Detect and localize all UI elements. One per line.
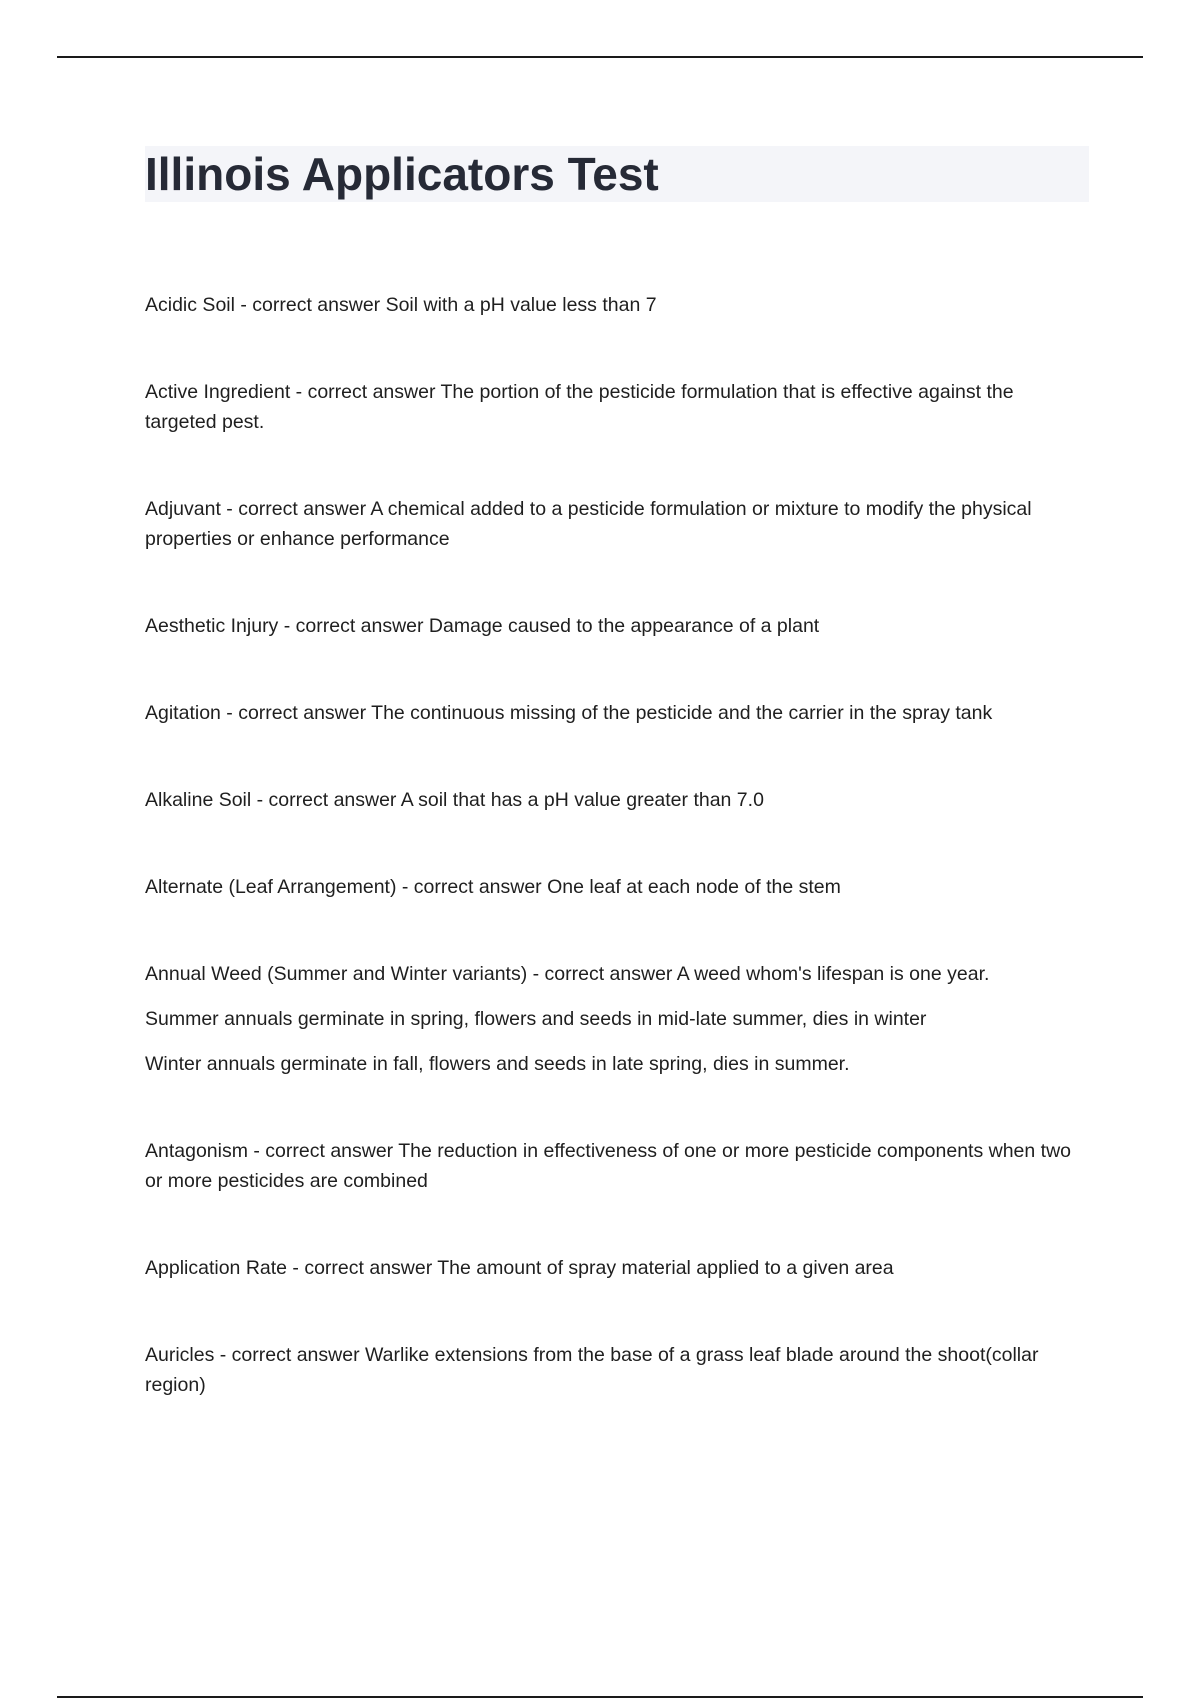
definition-text: Active Ingredient - correct answer The portion of the pesticide formulation that is effective against the targeted pest.	[145, 381, 1014, 433]
definition-entry	[145, 959, 1089, 1079]
definition-text: Agitation - correct answer The continuous missing of the pesticide and the carrier in the spray tank	[145, 702, 993, 724]
definition-entry	[145, 872, 1089, 902]
definition-entry	[145, 1340, 1089, 1400]
definition-text: Annual Weed (Summer and Winter variants) - correct answer A weed whom's lifespan is one year.	[145, 963, 990, 985]
definition-text: Application Rate - correct answer The amount of spray material applied to a given area	[145, 1257, 894, 1279]
definition-list	[145, 290, 1089, 1457]
definition-entry	[145, 1253, 1089, 1283]
definition-text: Adjuvant - correct answer A chemical added to a pesticide formulation or mixture to modify the physical properties or enhance performance	[145, 498, 1032, 550]
definition-text: Alkaline Soil - correct answer A soil that has a pH value greater than 7.0	[145, 789, 764, 811]
definition-text: Acidic Soil - correct answer Soil with a pH value less than 7	[145, 294, 657, 316]
bottom-rule	[57, 1696, 1143, 1698]
definition-text: Auricles - correct answer Warlike extensions from the base of a grass leaf blade around the shoot(collar region)	[145, 1344, 1039, 1396]
definition-entry	[145, 290, 1089, 320]
definition-entry	[145, 611, 1089, 641]
definition-text: Alternate (Leaf Arrangement) - correct answer One leaf at each node of the stem	[145, 876, 841, 898]
definition-continuation: Summer annuals germinate in spring, flowers and seeds in mid-late summer, dies in winter	[145, 1008, 927, 1030]
top-rule	[57, 56, 1143, 58]
document-title: Illinois Applicators Test	[145, 148, 659, 200]
definition-entry	[145, 494, 1089, 554]
definition-entry	[145, 1136, 1089, 1196]
definition-entry	[145, 785, 1089, 815]
definition-entry	[145, 377, 1089, 437]
definition-continuation: Winter annuals germinate in fall, flowers and seeds in late spring, dies in summer.	[145, 1053, 850, 1075]
definition-entry	[145, 698, 1089, 728]
definition-text: Antagonism - correct answer The reduction in effectiveness of one or more pesticide components when two or more pesticides are combined	[145, 1140, 1072, 1192]
definition-text: Aesthetic Injury - correct answer Damage caused to the appearance of a plant	[145, 615, 820, 637]
